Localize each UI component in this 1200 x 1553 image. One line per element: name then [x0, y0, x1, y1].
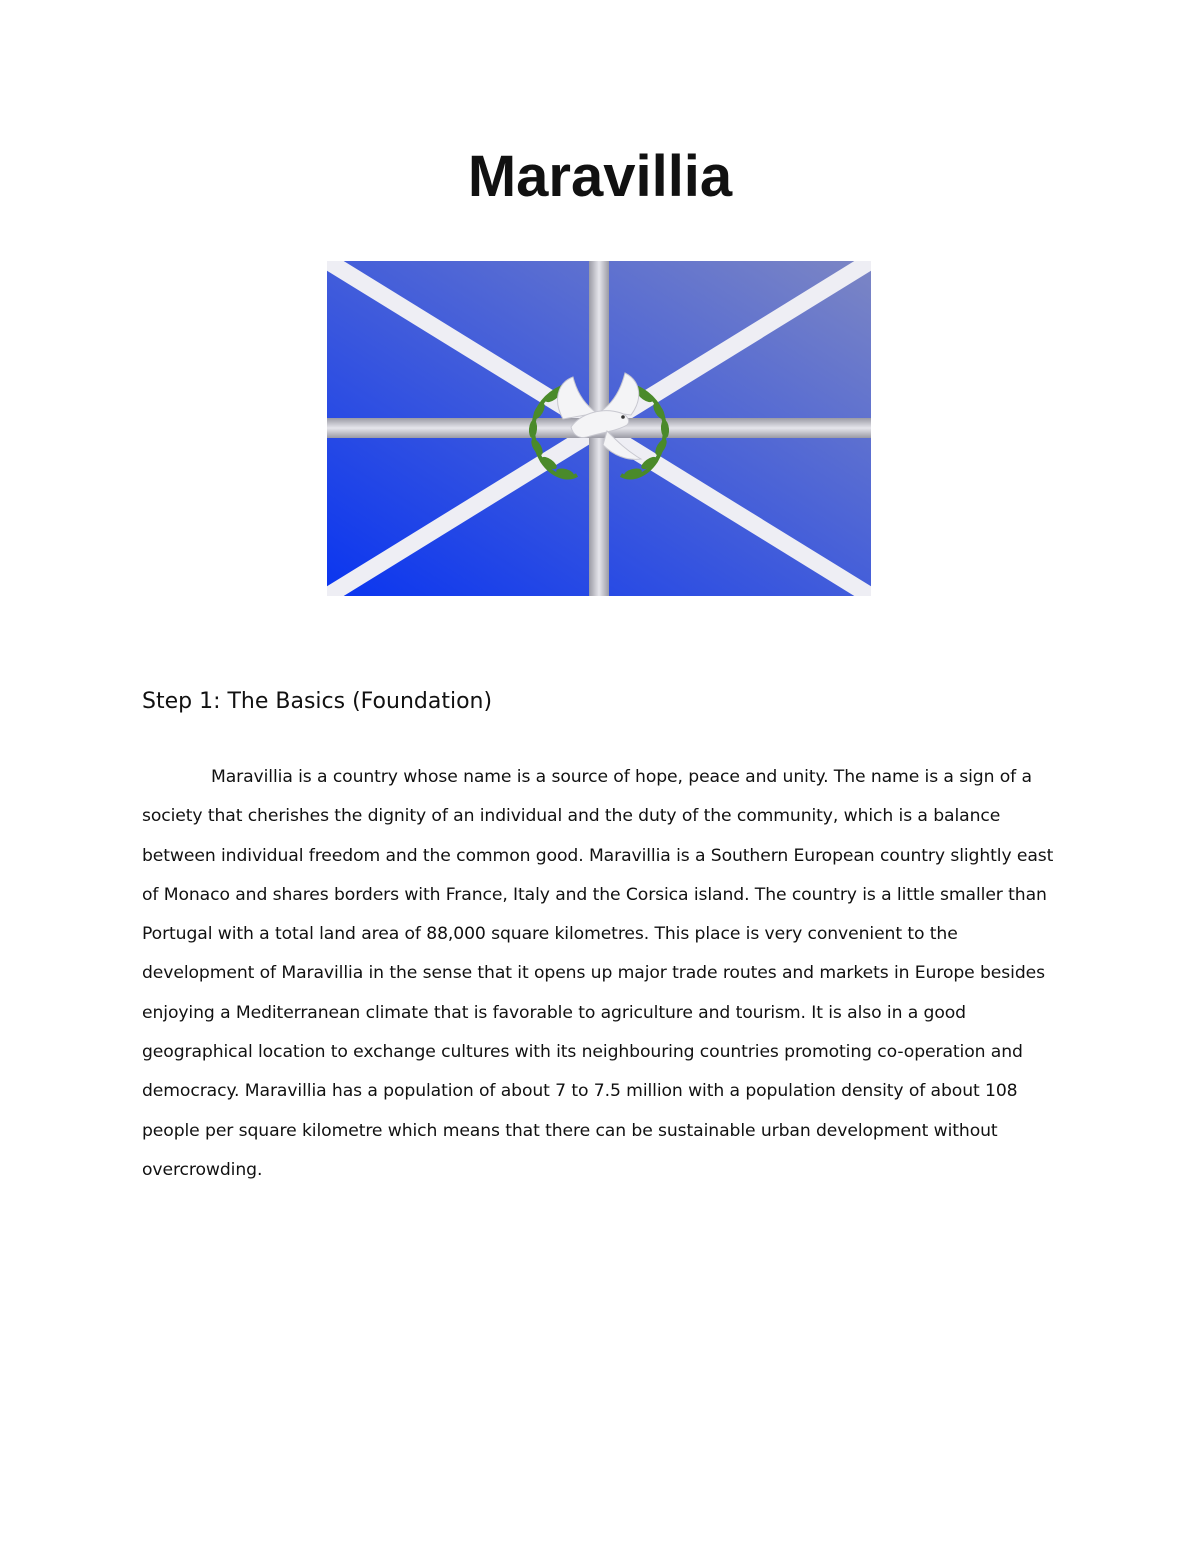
page-title: Maravillia	[467, 144, 733, 209]
section-heading: Step 1: The Basics (Foundation)	[142, 689, 493, 714]
body-paragraph: Maravillia is a country whose name is a source of hope, peace and unity. The name is a sign of a society that cherishes the dignity of an individual and the duty of the community, which is a balance between individual freedom and the common good. Maravillia is a Southern European country slightly east of Monaco and shares borders with France, Italy and the Corsica island. The country is a little smaller than Portugal with a total land area of 88,000 square kilometres. This place is very convenient to the development of Maravillia in the sense that it opens up major trade routes and markets in Europe besides enjoying a Mediterranean climate that is favorable to agriculture and tourism. It is also in a good geographical location to exchange cultures with its neighbouring countries promoting co-operation and democracy. Maravillia has a population of about 7 to 7.5 million with a population density of about 108 people per square kilometre which means that there can be sustainable urban development without overcrowding.	[142, 767, 1054, 1180]
flag-image	[327, 261, 871, 596]
flag-graphic	[327, 261, 871, 596]
